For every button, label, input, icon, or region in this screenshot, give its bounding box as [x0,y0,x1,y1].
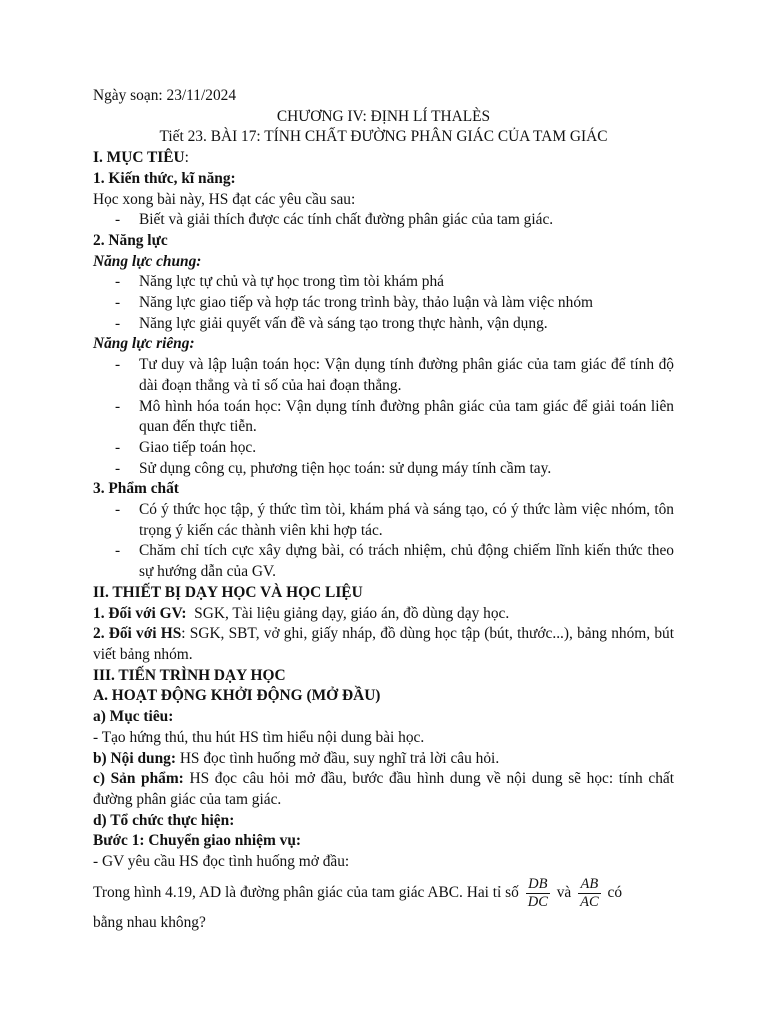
teacher-equipment [93,604,674,625]
fraction-numerator: DB [526,876,550,894]
lesson-title: Tiết 23. BÀI 17: TÍNH CHẤT ĐƯỜNG PHÂN GIÁC CỦA TAM GIÁC [159,128,608,146]
teacher-equipment-text: SGK, Tài liệu giảng dạy, giáo án, đồ dùng dạy học. [194,604,510,622]
product-line [93,769,674,810]
list-item: - Biết và giải thích được các tính chất đường phân giác của tam giác. [93,210,674,231]
section-equipment-heading: II. THIẾT BỊ DẠY HỌC VÀ HỌC LIỆU [93,583,363,601]
section-objectives-heading [93,148,674,169]
content-text: HS đọc tình huống mở đầu, suy nghĩ trả lời câu hỏi. [175,749,500,767]
list-marker: - [115,397,121,415]
fraction-db-dc [526,876,550,911]
list-item: - Năng lực giao tiếp và hợp tác trong trình bày, thảo luận và làm việc nhóm [93,293,674,314]
fraction-numerator: AB [578,876,601,894]
section-objectives-colon: : [184,149,189,167]
activity-a-heading: A. HOẠT ĐỘNG KHỞI ĐỘNG (MỞ ĐẦU) [93,687,381,705]
list-marker: - [115,273,121,291]
list-item: - Có ý thức học tập, ý thức tìm tòi, khám phá và sáng tạo, có ý thức làm việc nhóm, tôn trọng ý kiến các thành viên khi hợp tác. [115,501,674,539]
question-line-2: bằng nhau không? [93,913,206,931]
student-equipment [93,624,674,665]
list-marker: - [115,294,121,312]
fraction-denominator: AC [580,893,599,910]
knowledge-heading: 1. Kiến thức, kĩ năng: [93,169,236,187]
fraction-ab-ac [578,876,601,911]
competency-heading: 2. Năng lực [93,231,168,249]
fraction-denominator: DC [527,893,548,910]
student-equipment-label: 2. Đối với HS [93,625,182,643]
specific-competency-list [93,355,674,479]
step1-text: - GV yêu cầu HS đọc tình huống mở đầu: [93,853,350,871]
question-text-and: và [556,883,572,901]
content-label: b) Nội dung: [93,749,176,767]
list-marker: - [115,438,121,456]
knowledge-intro: Học xong bài này, HS đạt các yêu cầu sau: [93,190,356,208]
list-item: - Giao tiếp toán học. [93,438,674,459]
product-label: c) Sản phẩm: [93,770,184,788]
objective-label: a) Mục tiêu: [93,708,174,726]
list-item: - Mô hình hóa toán học: Vận dụng tính đường phân giác của tam giác để giải toán liên quan đến thực tiễn. [115,397,674,436]
quality-list [93,500,674,583]
list-marker: - [115,314,121,332]
opening-question [93,876,674,911]
chapter-title: CHƯƠNG IV: ĐỊNH LÍ THALÈS [276,107,491,125]
list-marker: - [115,211,121,229]
section-objectives-heading-text: I. MỤC TIÊU [93,149,185,167]
list-item: - Năng lực tự chủ và tự học trong tìm tòi khám phá [93,272,674,293]
section-process-heading: III. TIẾN TRÌNH DẠY HỌC [93,666,286,684]
specific-competency-heading: Năng lực riêng: [93,335,195,353]
date-line: Ngày soạn: 23/11/2024 [93,87,237,104]
objective-text: - Tạo hứng thú, thu hút HS tìm hiểu nội dung bài học. [93,728,425,746]
question-text-after: có [607,883,623,901]
general-competency-heading: Năng lực chung: [93,252,202,270]
question-text-before: Trong hình 4.19, AD là đường phân giác của tam giác ABC. Hai tỉ số [93,883,519,901]
step1-label: Bước 1: Chuyển giao nhiệm vụ: [93,832,302,850]
content-line [93,749,674,770]
teacher-equipment-label: 1. Đối với GV: [93,604,187,622]
list-item: - Sử dụng công cụ, phương tiện học toán: sử dụng máy tính cầm tay. [93,459,674,480]
knowledge-list [93,210,674,231]
student-equipment-text: : SGK, SBT, vở ghi, giấy nháp, đồ dùng học tập (bút, thước...), bảng nhóm, bút viết bảng nhóm. [93,625,674,663]
general-competency-list [93,272,674,334]
list-marker: - [115,542,121,560]
list-marker: - [115,501,121,519]
list-item: - Năng lực giải quyết vấn đề và sáng tạo trong thực hành, vận dụng. [93,314,674,335]
list-marker: - [115,459,121,477]
product-text: HS đọc câu hỏi mở đầu, bước đầu hình dung về nội dung sẽ học: tính chất đường phân giác của tam giác. [93,770,674,808]
list-item: - Tư duy và lập luận toán học: Vận dụng tính đường phân giác của tam giác để tính độ dài đoạn thẳng và tỉ số của hai đoạn thẳng. [115,356,674,394]
list-marker: - [115,356,121,374]
organization-label: d) Tổ chức thực hiện: [93,811,235,829]
quality-heading: 3. Phẩm chất [93,480,179,498]
list-item: - Chăm chỉ tích cực xây dựng bài, có trách nhiệm, chủ động chiếm lĩnh kiến thức theo sự hướng dẫn của GV. [115,542,674,581]
